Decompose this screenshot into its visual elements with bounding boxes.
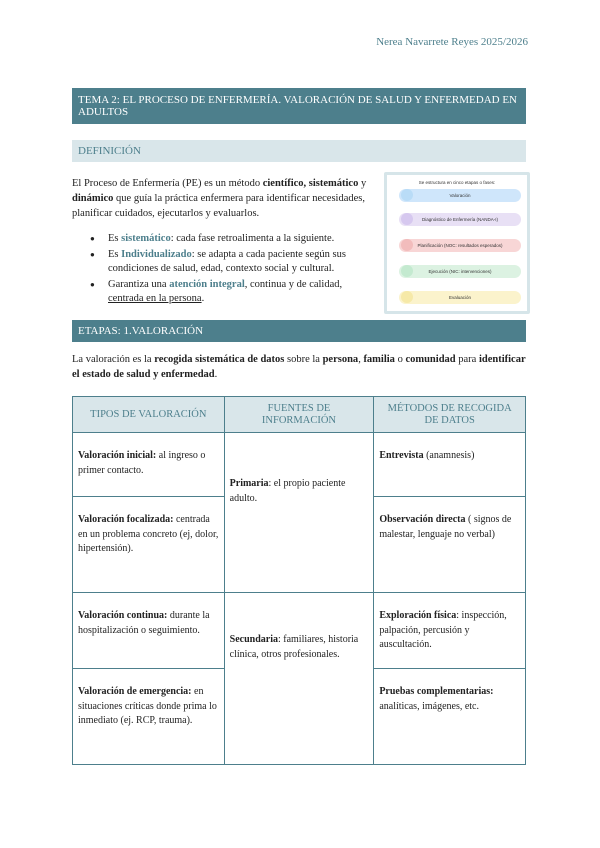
definition-bullets — [90, 232, 380, 308]
stage-dot — [401, 291, 413, 303]
method-cell: Exploración física: inspección, palpación, percusión y auscultación. — [374, 593, 526, 669]
type-cell: Valoración focalizada: centrada en un problema concreto (ej, dolor, hipertensión). — [73, 497, 225, 593]
type-cell: Valoración continua: durante la hospitalización o seguimiento. — [73, 593, 225, 669]
topic-title: TEMA 2: EL PROCESO DE ENFERMERÍA. VALORACIÓN DE SALUD Y ENFERMEDAD EN ADULTOS — [72, 88, 526, 124]
method-cell: Observación directa ( signos de malestar, lenguaje no verbal) — [374, 497, 526, 593]
valoracion-table — [72, 396, 526, 765]
header-tipos: TIPOS DE VALORACIÓN — [73, 397, 225, 433]
stage-ejecucion: Ejecución (NIC: intervenciones) — [399, 265, 521, 278]
type-cell: Valoración inicial: al ingreso o primer contacto. — [73, 433, 225, 497]
author-header: Nerea Navarrete Reyes 2025/2026 — [376, 36, 528, 48]
definition-heading: DEFINICIÓN — [72, 140, 526, 162]
stage-evaluacion: Evaluación — [399, 291, 521, 304]
valoracion-intro: La valoración es la recogida sistemática de datos sobre la persona, familia o comunidad para identificar el estado de salud y enfermedad. — [72, 354, 526, 380]
bullet-item: ● Garantiza una atención integral, continua y de calidad, centrada en la persona. — [90, 278, 380, 307]
stage-planificacion: Planificación (NOC: resultados esperados) — [399, 239, 521, 252]
bullet-item: ● Es Individualizado: se adapta a cada paciente según sus condiciones de salud, edad, contexto social y cultural. — [90, 248, 380, 277]
stage-valoracion: Valoración — [399, 189, 521, 202]
definition-paragraph: El Proceso de Enfermería (PE) es un método científico, sistemático y dinámico que guía la práctica enfermera para identificar necesidades, planificar cuidados, ejecutarlos y evaluarlos. — [72, 178, 367, 219]
stages-heading: ETAPAS: 1.VALORACIÓN — [72, 320, 526, 342]
header-metodos: MÉTODOS DE RECOGIDA DE DATOS — [374, 397, 526, 433]
source-cell: Primaria: el propio paciente adulto. — [224, 433, 374, 593]
bullet-item: ● Es sistemático: cada fase retroalimenta a la siguiente. — [90, 232, 380, 247]
stage-dot — [401, 213, 413, 225]
method-cell: Pruebas complementarias: analíticas, imágenes, etc. — [374, 669, 526, 765]
header-fuentes: FUENTES DE INFORMACIÓN — [224, 397, 374, 433]
type-cell: Valoración de emergencia: en situaciones críticas donde prima lo inmediato (ej. RCP, trauma). — [73, 669, 225, 765]
stage-dot — [401, 265, 413, 277]
stage-diagnostico: Diagnóstico de Enfermería (NANDA-I) — [399, 213, 521, 226]
stage-dot — [401, 239, 413, 251]
stage-dot — [401, 189, 413, 201]
method-cell: Entrevista (anamnesis) — [374, 433, 526, 497]
diagram-title: Se estructura en cinco etapas o fases: — [418, 180, 496, 185]
source-cell: Secundaria: familiares, historia clínica, otros profesionales. — [224, 593, 374, 765]
nursing-process-diagram — [384, 172, 530, 314]
